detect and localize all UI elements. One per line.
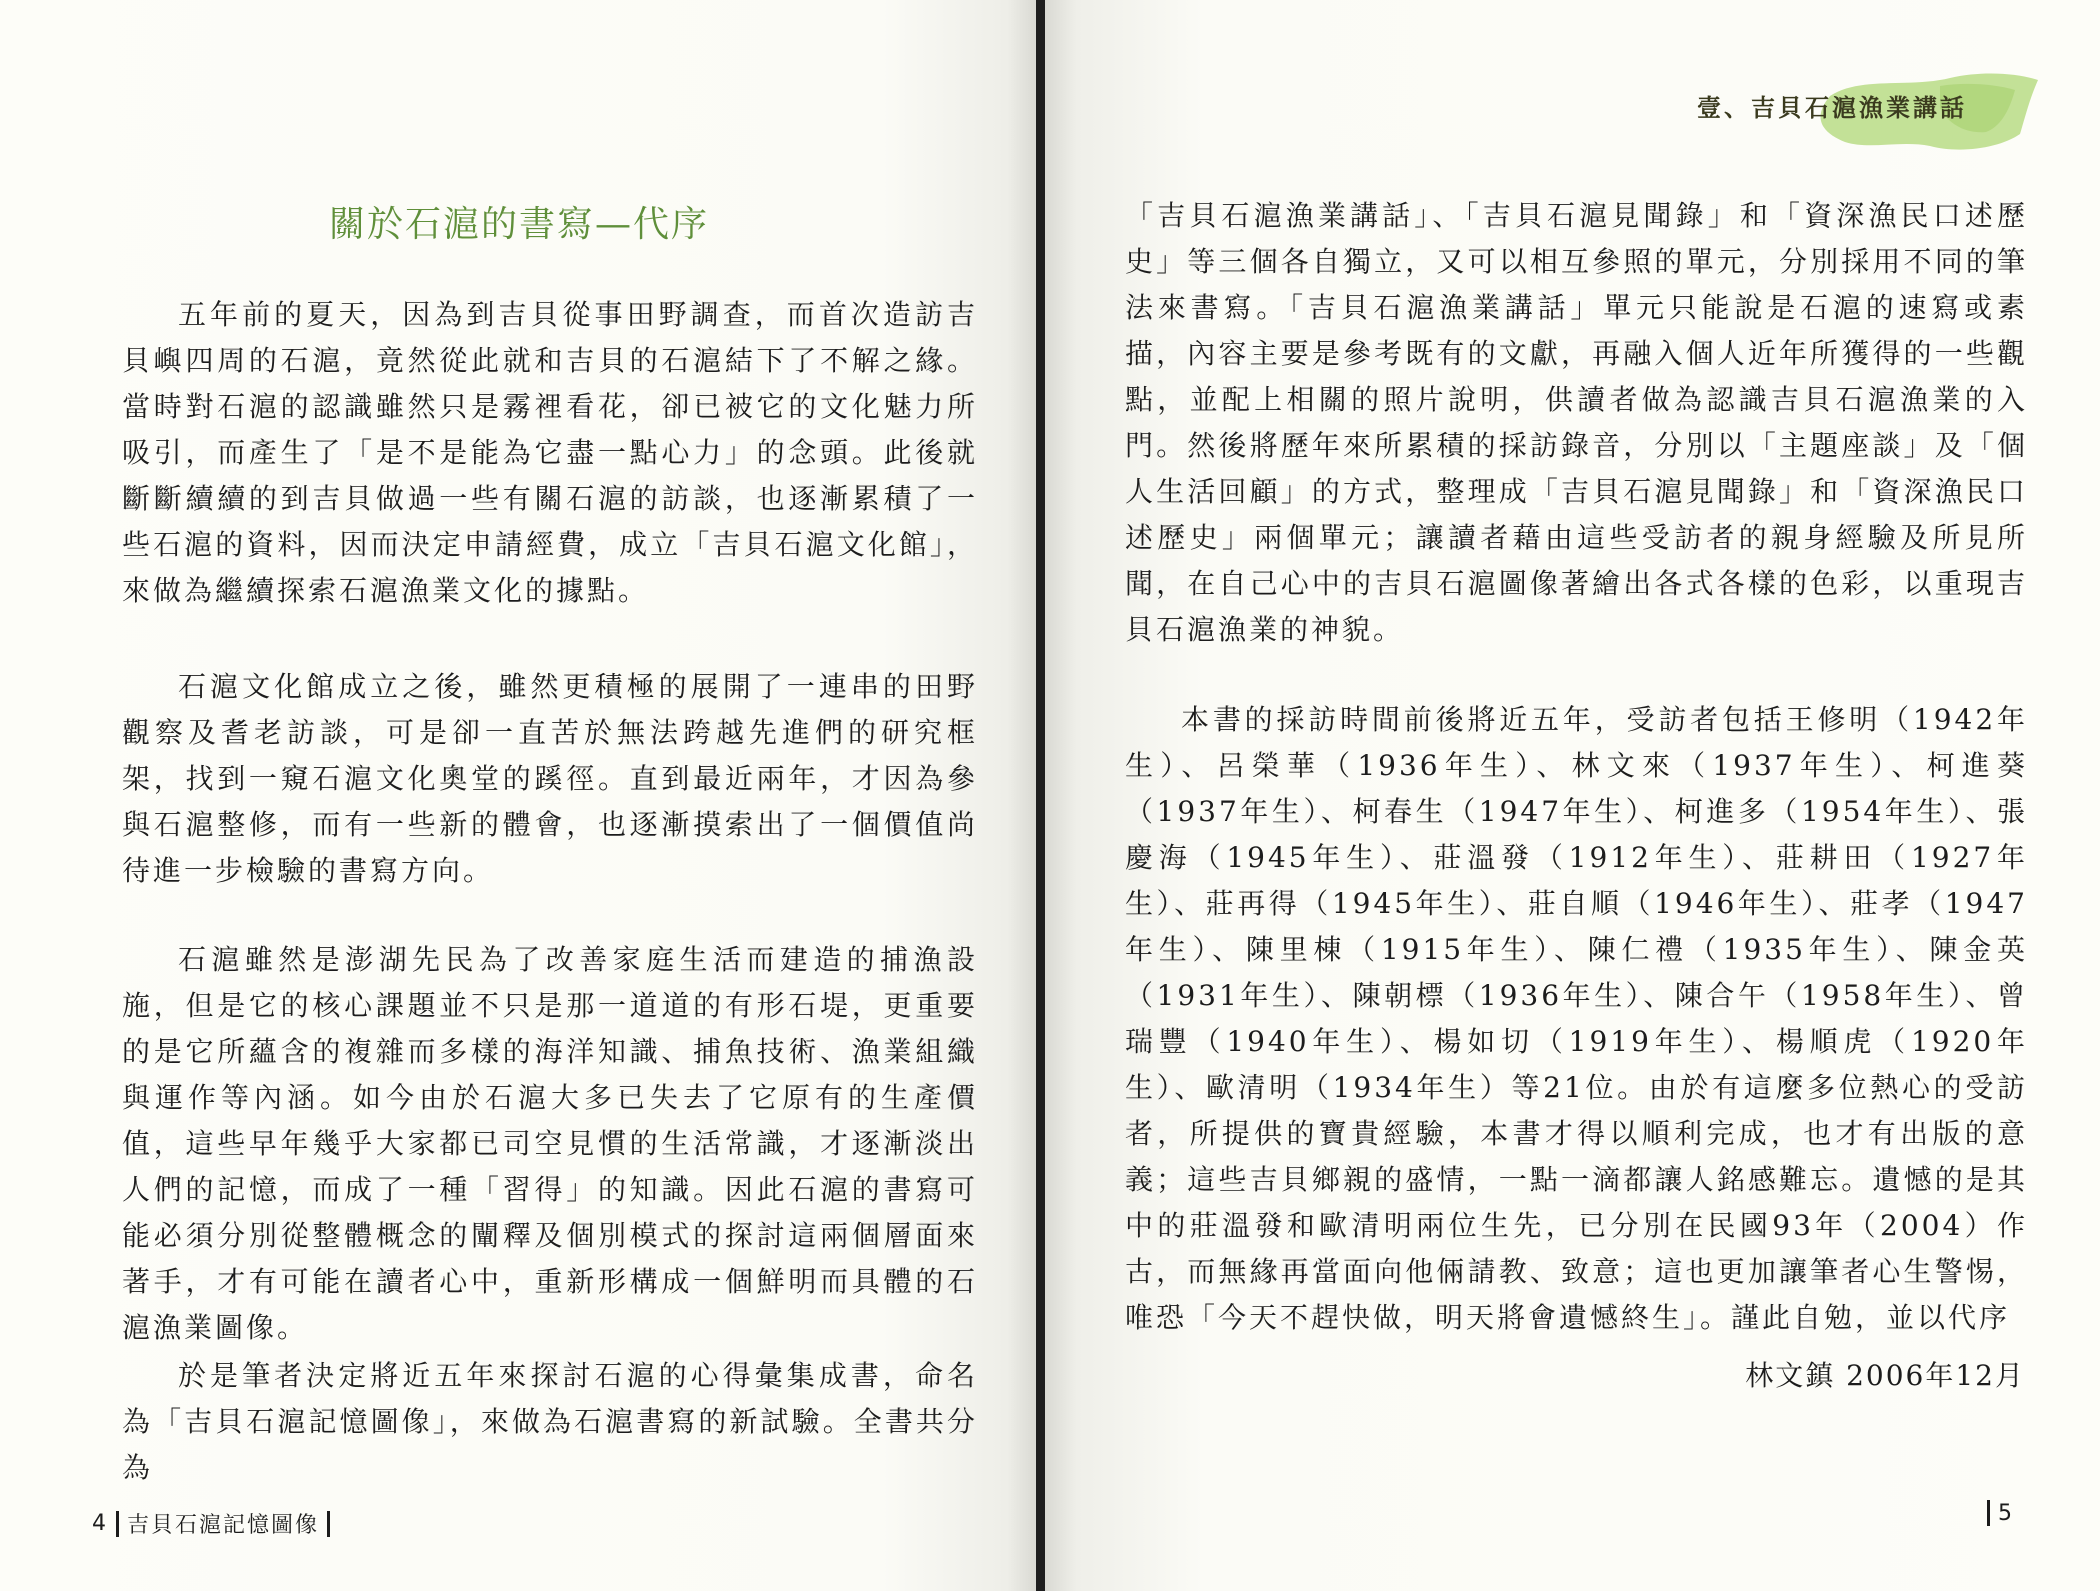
footer-divider: [116, 1511, 119, 1537]
left-page: [0, 0, 1038, 1591]
paragraph-3: 石滬雖然是澎湖先民為了改善家庭生活而建造的捕漁設施，但是它的核心課題並不只是那一道道的有形石堤，更重要的是它所蘊含的複雜而多樣的海洋知識、捕魚技術、漁業組織與運作等內涵。如今由於石滬大多已失去了它原有的生產價值，這些早年幾乎大家都已司空見慣的生活常識，才逐漸淡出人們的記憶，而成了一種「習得」的知識。因此石滬的書寫可能必須分別從整體概念的闡釋及個別模式的探討這兩個層面來著手，才有可能在讀者心中，重新形構成一個鮮明而具體的石滬漁業圖像。: [122, 943, 978, 1344]
paragraph-interviewees: 本書的採訪時間前後將近五年，受訪者包括王修明（1942年生）、呂榮華（1936年生）、林文來（1937年生）、柯進葵（1937年生）、柯春生（1947年生）、柯進多（1954年生）、張慶海（1945年生）、莊溫發（1912年生）、莊耕田（1927年生）、莊再得（1945年生）、莊自順（1946年生）、莊孝（1947年生）、陳里棟（1915年生）、陳仁禮（1935年生）、陳金英（1931年生）、陳朝標（1936年生）、陳合午（1958年生）、曾瑞豐（1940年生）、楊如切（1919年生）、楊順虎（1920年生）、歐清明（1934年生）等21位。由於有這麼多位熱心的受訪者，所提供的寶貴經驗，本書才得以順利完成，也才有出版的意義；這些吉貝鄉親的盛情，一點一滴都讓人銘感難忘。遺憾的是其中的莊溫發和歐清明兩位生先，已分別在民國93年（2004）作古，而無緣再當面向他倆請教、致意；這也更加讓筆者心生警惕，唯恐「今天不趕快做，明天將會遺憾終生」。謹此自勉，並以代序: [1125, 703, 2028, 1334]
footer-divider: [1987, 1500, 1990, 1526]
paragraph-1: 五年前的夏天，因為到吉貝從事田野調查，而首次造訪吉貝嶼四周的石滬，竟然從此就和吉貝的石滬結下了不解之緣。當時對石滬的認識雖然只是霧裡看花，卻已被它的文化魅力所吸引，而產生了「是不是能為它盡一點心力」的念頭。此後就斷斷續續的到吉貝做過一些有關石滬的訪談，也逐漸累積了一些石滬的資料，因而決定申請經費，成立「吉貝石滬文化館」，來做為繼續探索石滬漁業文化的據點。: [122, 298, 978, 607]
chapter-title: 關於石滬的書寫—代序: [328, 204, 709, 245]
right-page: [1045, 0, 2100, 1591]
book-title: 吉貝石滬記憶圖像: [127, 1513, 320, 1538]
paragraph-2: 石滬文化館成立之後，雖然更積極的展開了一連串的田野觀察及耆老訪談，可是卻一直苦於無法跨越先進們的研究框架，找到一窺石滬文化奧堂的蹊徑。直到最近兩年，才因為參與石滬整修，而有一些新的體會，也逐漸摸索出了一個價值尚待進一步檢驗的書寫方向。: [122, 670, 978, 887]
paragraph-4: 於是筆者決定將近五年來探討石滬的心得彙集成書，命名為「吉貝石滬記憶圖像」，來做為石滬書寫的新試驗。全書共分為: [122, 1359, 978, 1484]
footer-divider: [327, 1511, 330, 1537]
page-footer: [1987, 1500, 2012, 1526]
page-number: 4: [92, 1511, 108, 1536]
running-head: [1697, 68, 2040, 158]
page-footer: [92, 1508, 330, 1539]
author-signature: 林文鎮 2006年12月: [1745, 1359, 2025, 1392]
paragraph-continued: 「吉貝石滬漁業講話」、「吉貝石滬見聞錄」和「資深漁民口述歷史」等三個各自獨立，又可以相互參照的單元，分別採用不同的筆法來書寫。「吉貝石滬漁業講話」單元只能說是石滬的速寫或素描，內容主要是參考既有的文獻，再融入個人近年所獲得的一些觀點，並配上相關的照片說明，供讀者做為認識吉貝石滬漁業的入門。然後將歷年來所累積的採訪錄音，分別以「主題座談」及「個人生活回顧」的方式，整理成「吉貝石滬見聞錄」和「資深漁民口述歷史」兩個單元；讓讀者藉由這些受訪者的親身經驗及所見所聞，在自己心中的吉貝石滬圖像著繪出各式各樣的色彩，以重現吉貝石滬漁業的神貌。: [1125, 199, 2028, 646]
running-head-label: 壹、吉貝石滬漁業講話: [1697, 93, 1967, 122]
page-number: 5: [1998, 1500, 2012, 1526]
